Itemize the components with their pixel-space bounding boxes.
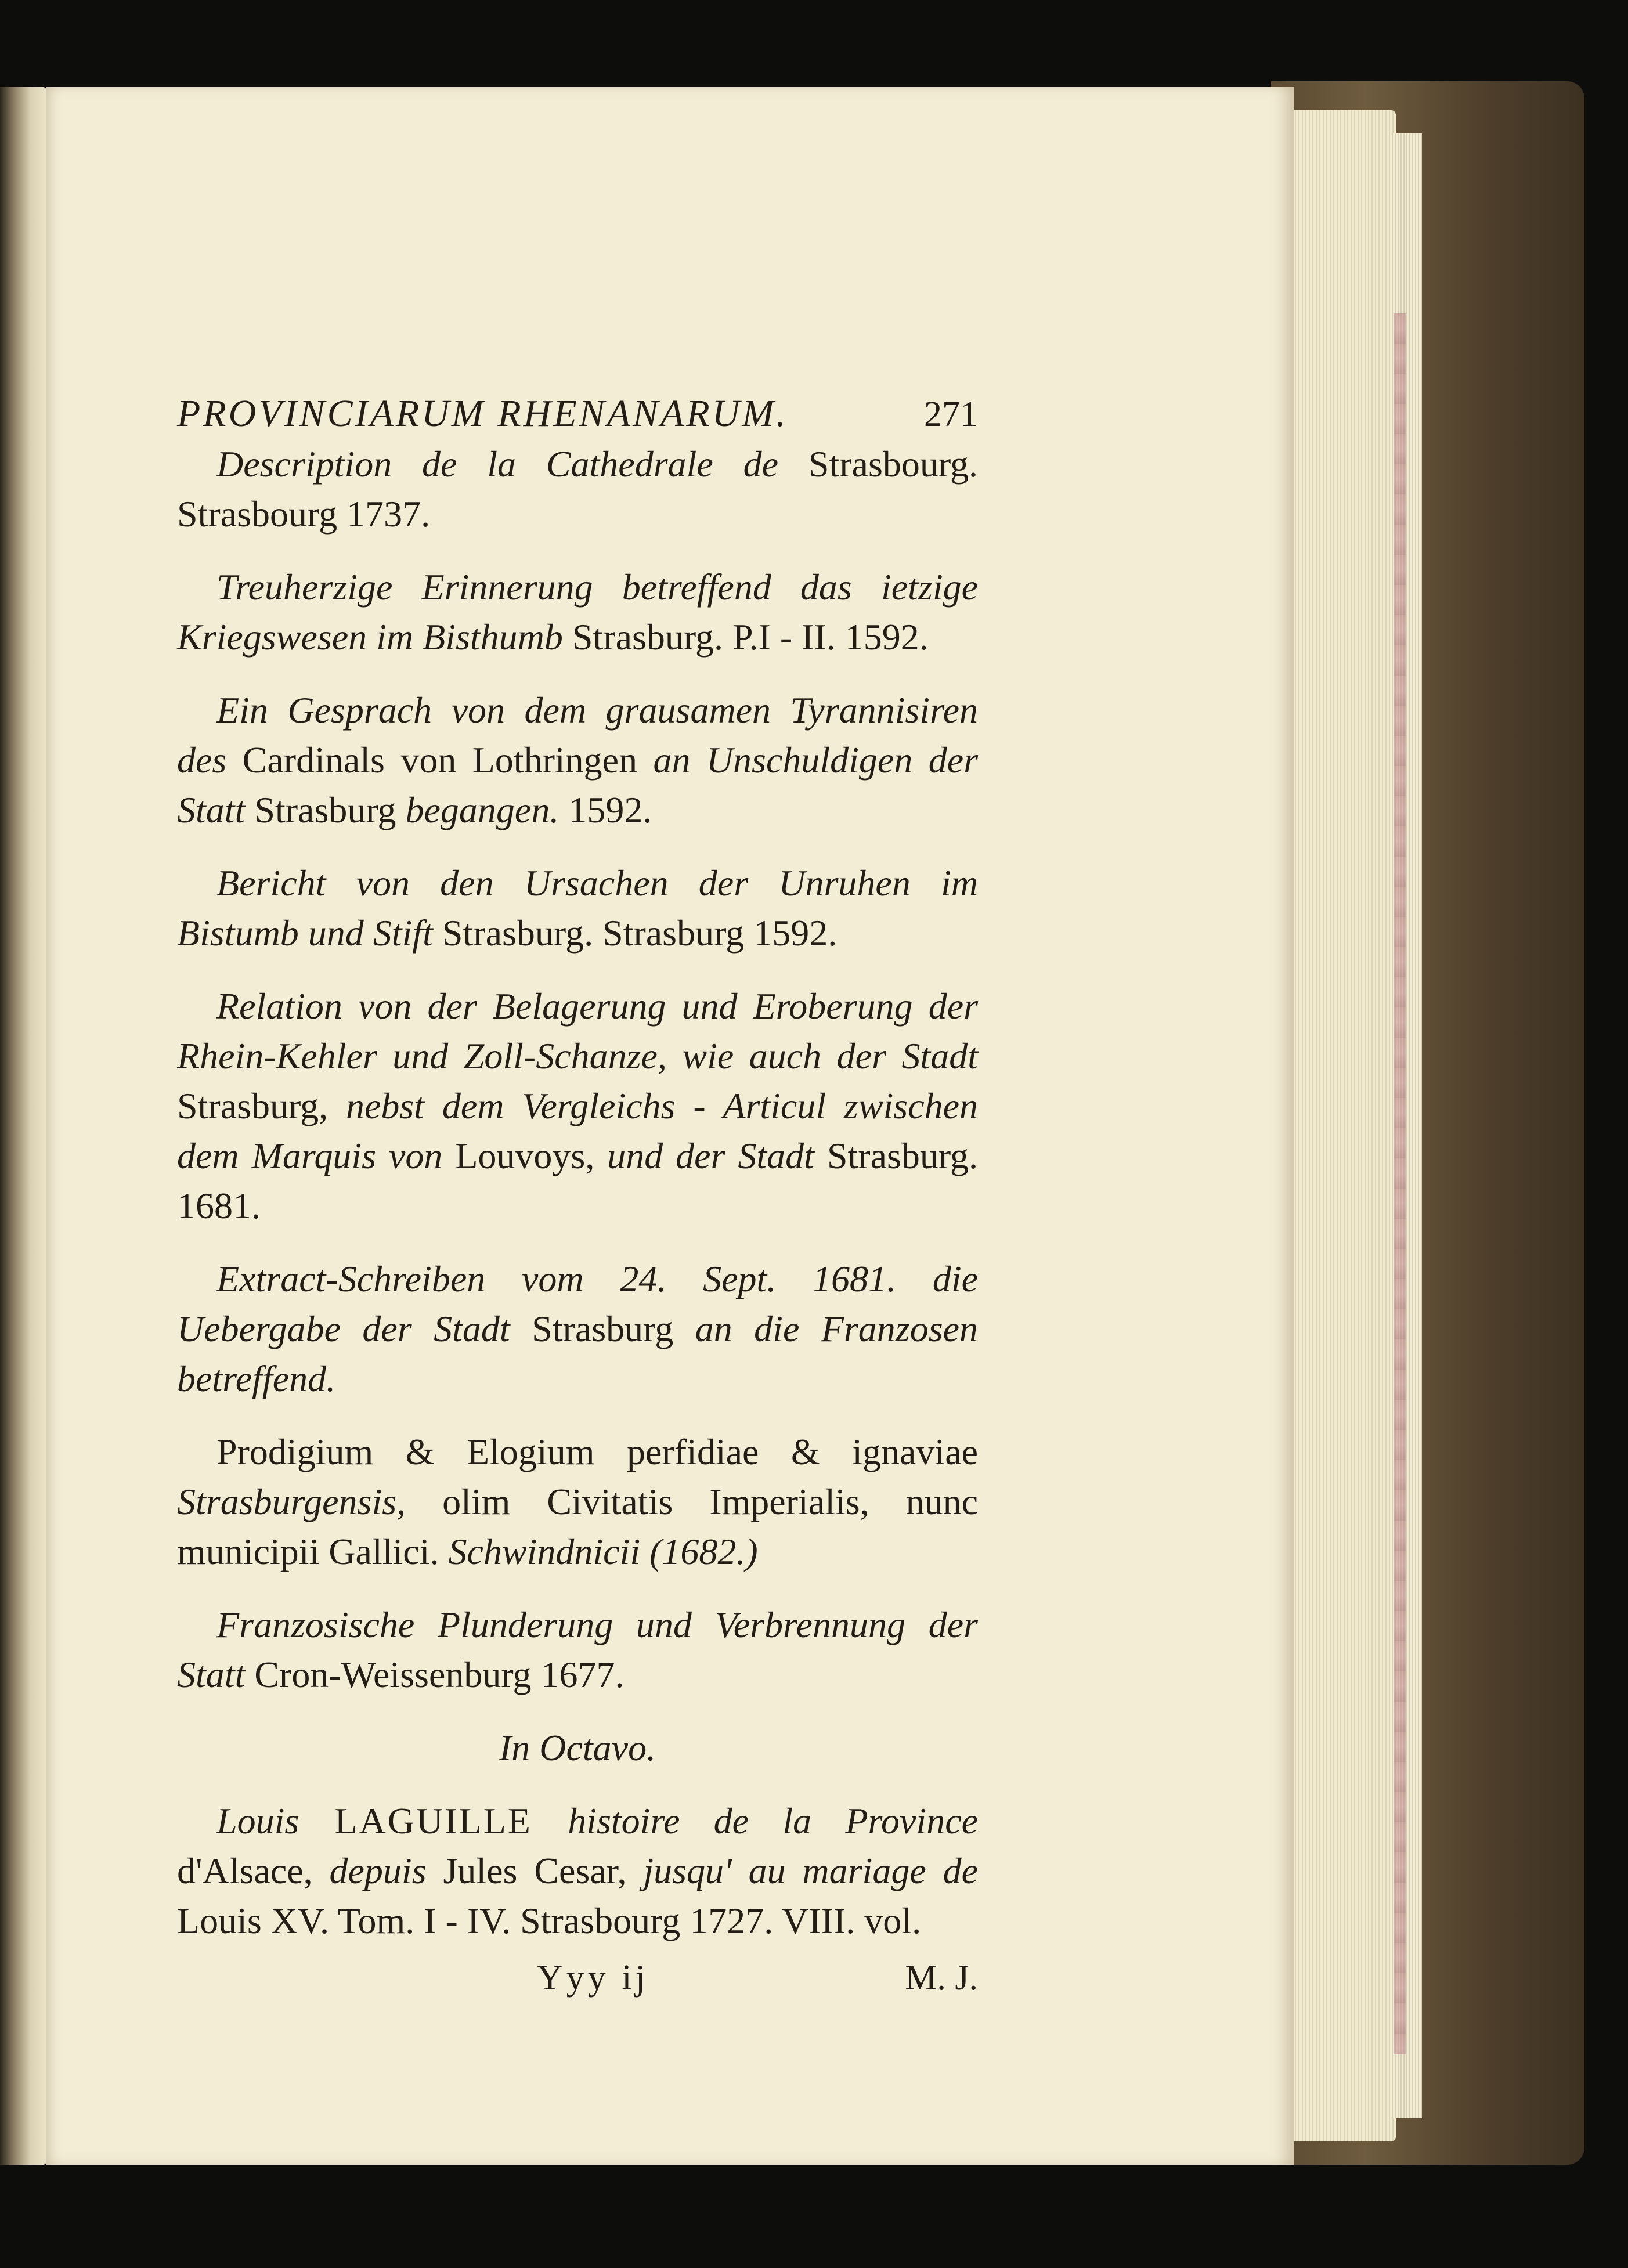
bibliography-entry — [177, 1427, 978, 1577]
entry-text-run: Strasburg — [245, 789, 406, 830]
entry-text-run: Louvoys, — [442, 1135, 608, 1176]
entry-text-run: Louis XV. Tom. I - IV. Strasbourg 1727. VIII. vol. — [177, 1900, 922, 1941]
entry-text-run: Extract-Schreiben vom 24. Sept. 1681. die Uebergabe der Stadt — [177, 1258, 978, 1349]
entry-text-run: depuis — [329, 1850, 427, 1891]
bibliography-entry — [177, 1254, 978, 1404]
entry-text-run: Strasburgensis, — [177, 1481, 406, 1522]
entry-text-run: und der Stadt — [607, 1135, 814, 1176]
entry-text-run: begangen. — [405, 789, 559, 830]
entry-text-run: d'Alsace, — [177, 1850, 330, 1891]
bibliography-entry — [177, 981, 978, 1231]
signature-mark: Yyy ij — [537, 1958, 649, 1998]
marbled-edge — [1394, 313, 1406, 2054]
entry-text-run: Description de la Cathedrale de — [216, 443, 779, 485]
bibliography-entry — [177, 685, 978, 835]
text-block — [177, 389, 978, 2003]
entry-text-run: Relation von der Belagerung und Eroberung der Rhein-Kehler und Zoll-Schanze, wie auch der Stadt — [177, 985, 978, 1077]
entry-text-run: olim Civitatis Imperialis, nunc municipii Gallici. — [177, 1481, 978, 1572]
entry-text-run: Schwindnicii (1682.) — [448, 1531, 758, 1572]
bibliography-entries — [177, 439, 978, 1700]
entry-text-run: Strasbourg. Strasbourg 1737. — [177, 443, 979, 535]
entry-text-run: Louis — [216, 1800, 299, 1841]
bibliography-entry — [177, 858, 978, 958]
entry-text-run: an die Franzosen betreffend. — [177, 1308, 979, 1399]
entry-text-run: Bericht von den Ursachen der Unruhen im Bistumb und Stift — [177, 862, 978, 954]
entry-text-run: Strasburg. Strasburg 1592. — [432, 912, 838, 954]
entry-text-run: Treuherzige Erinnerung betreffend das ietzige Kriegswesen im Bisthumb — [177, 566, 978, 658]
entry-text-run: histoire de la Province — [568, 1800, 979, 1841]
entry-text-run: Strasburg, — [177, 1085, 346, 1126]
final-entry — [177, 1796, 978, 1946]
section-heading: In Octavo. — [499, 1727, 656, 1768]
book-page — [46, 87, 1294, 2165]
bibliography-entry — [177, 439, 978, 539]
running-title: PROVINCIARUM RHENANARUM. — [177, 392, 788, 435]
entry-text-run: 1592. — [559, 789, 652, 830]
entry-text-run: Cron-Weissenburg 1677. — [245, 1654, 625, 1695]
entry-text-run: an Unschuldigen der Statt — [177, 739, 979, 830]
footer-line — [177, 1953, 978, 2003]
entry-text-run: jusqu' au mariage de — [643, 1850, 979, 1891]
entry-text-run: Prodigium & Elogium perfidiae & ignaviae — [216, 1431, 978, 1472]
catchword: M. J. — [905, 1958, 978, 1998]
entry-text-run: Ein Gesprach von dem grausamen Tyrannisiren des — [177, 689, 978, 781]
entry-text-run: Strasburg. P.I - II. 1592. — [562, 616, 929, 658]
entry-text-run: Cardinals von Lothringen — [226, 739, 654, 781]
page-stack — [1286, 110, 1396, 2141]
entry-text-run: LAGUILLE — [299, 1800, 568, 1841]
bibliography-entry — [177, 562, 978, 662]
entry-text-run: nebst dem Vergleichs - Articul zwischen dem Marquis von — [177, 1085, 979, 1176]
entry-text-run: Jules Cesar, — [426, 1850, 644, 1891]
entry-text-run: Strasburg — [510, 1308, 695, 1349]
page-number: 271 — [924, 395, 978, 434]
running-head — [177, 389, 978, 439]
entry-text-run: Franzosische Plunderung und Verbrennung der Statt — [177, 1604, 978, 1695]
entry-text-run: Strasburg. 1681. — [177, 1135, 979, 1226]
bibliography-entry — [177, 1600, 978, 1700]
left-page-edge — [0, 87, 46, 2165]
